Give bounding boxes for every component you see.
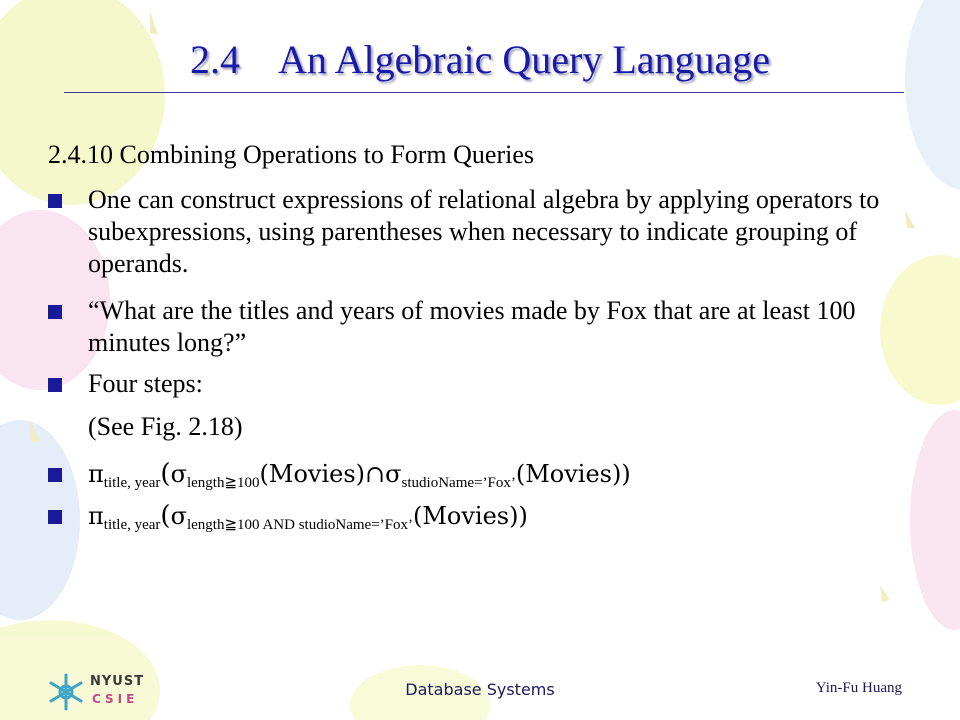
- paren-open: (: [160, 501, 171, 531]
- sigma-symbol: σ: [170, 460, 187, 488]
- pi-symbol: π: [88, 502, 104, 530]
- figure-reference: (See Fig. 2.18): [88, 412, 243, 441]
- relation-movies: (Movies)): [515, 460, 631, 488]
- relation-movies: (Movies)): [412, 502, 528, 530]
- title-underline: [64, 92, 904, 93]
- balloon-yellow-left: [0, 0, 165, 205]
- bullet-text: One can construct expressions of relational algebra by applying operators to subexpressions, using parentheses when necessary to indicate grouping of operands.: [88, 185, 880, 278]
- bullet-text: Four steps:: [88, 369, 203, 398]
- slide-title: [0, 36, 960, 83]
- bullet-item-1: [48, 184, 898, 280]
- bullet-text: “What are the titles and years of movies made by Fox that are at least 100 minutes long?”: [88, 296, 856, 357]
- formula-2: [88, 500, 898, 541]
- square-bullet-icon: [48, 194, 62, 208]
- balloon-blue-right: [905, 0, 960, 190]
- pi-subscript: title, year: [103, 517, 161, 533]
- formula-1: [88, 458, 898, 499]
- bullet-formula-2: [48, 500, 898, 541]
- relation-movies: (Movies): [259, 460, 366, 488]
- footer-author: Yin-Fu Huang: [815, 680, 902, 696]
- pi-symbol: π: [88, 460, 104, 488]
- section-number: 2.4: [189, 37, 240, 82]
- square-bullet-icon: [48, 378, 62, 392]
- sigma-subscript: length≧100 AND studioName=’Fox’: [186, 517, 413, 533]
- pi-subscript: title, year: [103, 475, 161, 491]
- balloon-pink-right: [910, 410, 960, 630]
- bullet-formula-1: [48, 458, 898, 499]
- sigma-symbol: σ: [385, 460, 402, 488]
- intersection-symbol: ∩: [365, 460, 386, 488]
- logo-text-bottom: CSIE: [92, 692, 139, 706]
- square-bullet-icon: [48, 305, 62, 319]
- square-bullet-icon: [48, 510, 62, 524]
- logo-text-top: NYUST: [90, 674, 145, 689]
- bullet-item-2: [48, 295, 898, 359]
- paren-open: (: [160, 459, 171, 489]
- section-subtitle: 2.4.10 Combining Operations to Form Queries: [48, 140, 535, 169]
- footer-course: Database Systems: [405, 680, 555, 699]
- sigma-symbol: σ: [170, 502, 187, 530]
- sigma-subscript: length≧100: [186, 475, 260, 491]
- sigma-subscript: studioName=’Fox’: [401, 475, 516, 491]
- bullet-item-3: [48, 368, 898, 400]
- title-text: An Algebraic Query Language: [277, 37, 771, 82]
- square-bullet-icon: [48, 468, 62, 482]
